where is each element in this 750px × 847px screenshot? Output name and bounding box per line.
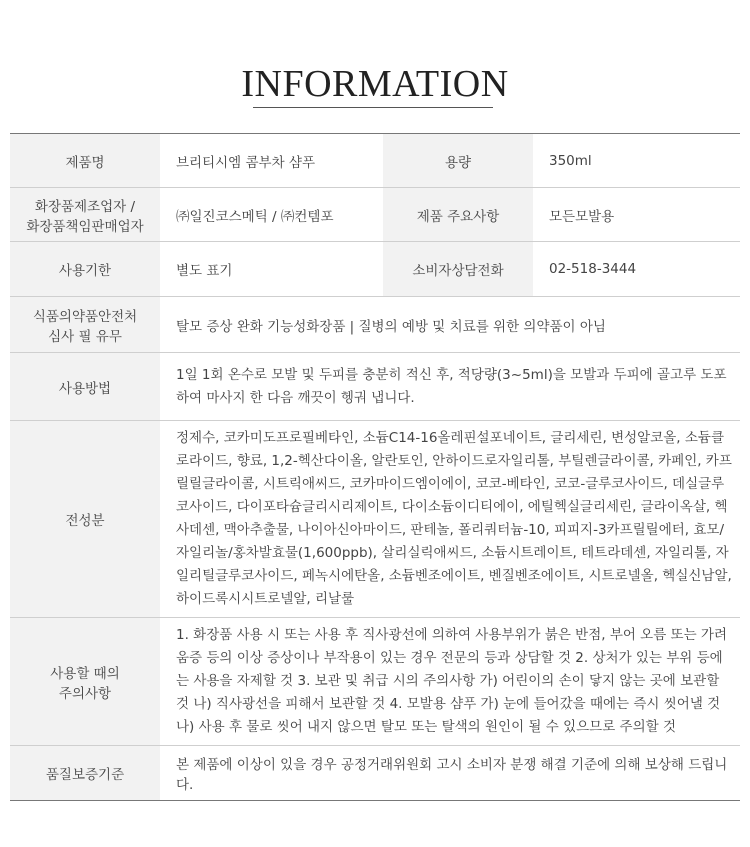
- usage-value: 1일 1회 온수로 모발 및 두피를 충분히 적신 후, 적당량(3~5ml)을 모발과 두피에 골고루 도포하여 마사지 한 다음 깨끗이 헹궈 냅니다.: [160, 353, 740, 421]
- main-spec-value: 모든모발용: [533, 188, 740, 242]
- product-name-label: 제품명: [10, 134, 160, 188]
- table-row: [10, 242, 740, 297]
- cs-phone-label: 소비자상담전화: [383, 242, 533, 297]
- warranty-value: 본 제품에 이상이 있을 경우 공정거래위원회 고시 소비자 분쟁 해결 기준에 의해 보상해 드립니다.: [160, 746, 740, 801]
- table-row: [10, 421, 740, 618]
- manufacturer-value: ㈜일진코스메틱 / ㈜컨템포: [160, 188, 383, 242]
- warranty-label: 품질보증기준: [10, 746, 160, 801]
- ingredients-value: 정제수, 코카미도프로필베타인, 소듐C14-16올레핀설포네이트, 글리세린, 변성알코올, 소듐클로라이드, 향료, 1,2-헥산다이올, 알란토인, 안하이드로자일리톨, 부틸렌글라이콜, 카페인, 카프릴릴글라이콜, 시트릭애씨드, 코카마이드엠이에이, 코코-베타인, 코코-글루코사이드, 데실글루코사이드, 다이포타슘글리시리제이트, 다이소듐이디티에이, 에틸헥실글리세린, 글라이옥살, 헥사데센, 맥아추출물, 나이아신아마이드, 판테놀, 폴리쿼터늄-10, 피피지-3카프릴릴에터, 효모/자일리놀/홍차발효물(1,600ppb), 살리실릭애씨드, 소듐시트레이트, 테트라데센, 자일리톨, 자일리틸글루코사이드, 페녹시에탄올, 소듐벤조에이트, 벤질벤조에이트, 시트로넬올, 헥실신남알, 하이드록시시트로넬알, 리날룰: [160, 421, 740, 618]
- product-name-value: 브리티시엠 콤부차 샴푸: [160, 134, 383, 188]
- volume-value: 350ml: [533, 134, 740, 188]
- cs-phone-value: 02-518-3444: [533, 242, 740, 297]
- expiry-label: 사용기한: [10, 242, 160, 297]
- mfds-label: 식품의약품안전처 심사 필 유무: [10, 297, 160, 353]
- expiry-value: 별도 표기: [160, 242, 383, 297]
- table-row: [10, 746, 740, 801]
- table-row: [10, 134, 740, 188]
- table-row: [10, 353, 740, 421]
- page-title: INFORMATION: [241, 63, 509, 105]
- title-underline: [253, 107, 493, 108]
- table-row: [10, 297, 740, 353]
- manufacturer-label: 화장품제조업자 / 화장품책임판매업자: [10, 188, 160, 242]
- main-spec-label: 제품 주요사항: [383, 188, 533, 242]
- caution-value: 1. 화장품 사용 시 또는 사용 후 직사광선에 의하여 사용부위가 붉은 반점, 부어 오름 또는 가려움증 등의 이상 증상이나 부작용이 있는 경우 전문의 등과 상담할 것 2. 상처가 있는 부위 등에는 사용을 자제할 것 3. 보관 및 취급 시의 주의사항 가) 어린이의 손이 닿지 않는 곳에 보관할 것 나) 직사광선을 피해서 보관할 것 4. 모발용 샴푸 가) 눈에 들어갔을 때에는 즉시 씻어낼 것 나) 사용 후 물로 씻어 내지 않으면 탈모 또는 탈색의 원인이 될 수 있으므로 주의할 것: [160, 618, 740, 746]
- product-info-table: [10, 133, 740, 801]
- table-row: [10, 188, 740, 242]
- volume-label: 용량: [383, 134, 533, 188]
- table-row: [10, 618, 740, 746]
- mfds-value: 탈모 증상 완화 기능성화장품 | 질병의 예방 및 치료를 위한 의약품이 아님: [160, 297, 740, 353]
- ingredients-label: 전성분: [10, 421, 160, 618]
- usage-label: 사용방법: [10, 353, 160, 421]
- caution-label: 사용할 때의 주의사항: [10, 618, 160, 746]
